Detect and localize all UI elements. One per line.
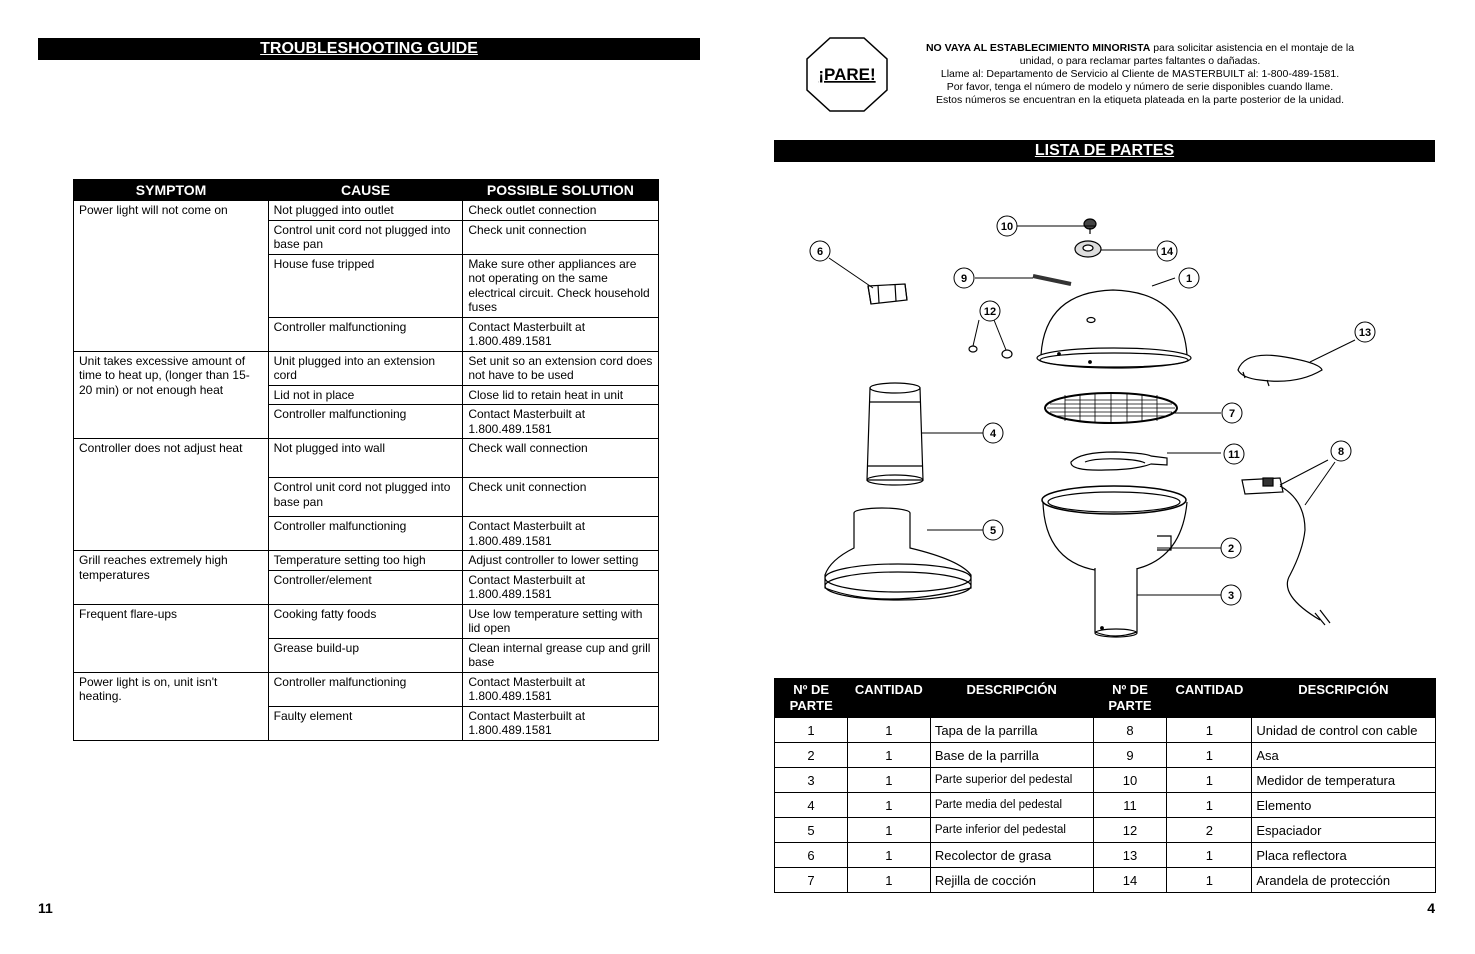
solution-cell: Contact Masterbuilt at 1.800.489.1581 [463, 517, 659, 551]
solution-cell: Close lid to retain heat in unit [463, 385, 659, 405]
reflector-plate-icon [1238, 355, 1322, 386]
callout-13 [1355, 322, 1375, 342]
table-row [775, 793, 1436, 818]
header-symptom: SYMPTOM [74, 180, 269, 201]
cause-cell: Not plugged into outlet [268, 201, 463, 221]
page-number-right: 4 [1427, 900, 1435, 916]
table-row [74, 551, 659, 571]
part-number-cell: 2 [775, 743, 848, 768]
symptom-cell: Unit takes excessive amount of time to heat up, (longer than 15-20 min) or not enough heat [74, 351, 269, 439]
parts-header-row [775, 679, 1436, 718]
solution-cell: Adjust controller to lower setting [463, 551, 659, 571]
page-number-left: 11 [38, 900, 53, 916]
cause-cell: Control unit cord not plugged into base pan [268, 478, 463, 517]
stop-notice-line4: Estos números se encuentran en la etiqueta plateada en la parte posterior de la unidad. [935, 94, 1345, 106]
part-number-cell: 8 [1093, 718, 1167, 743]
table-row [775, 843, 1436, 868]
part-number-cell: 4 [775, 793, 848, 818]
cause-cell: Controller malfunctioning [268, 672, 463, 706]
svg-text:10: 10 [1000, 221, 1014, 233]
quantity-cell: 1 [847, 768, 930, 793]
cause-cell: Controller malfunctioning [268, 317, 463, 351]
part-number-cell: 3 [775, 768, 848, 793]
parts-table [774, 678, 1436, 893]
cause-cell: Controller/element [268, 570, 463, 604]
cause-cell: Unit plugged into an extension cord [268, 351, 463, 385]
table-row [74, 201, 659, 221]
symptom-cell: Grill reaches extremely high temperatures [74, 551, 269, 605]
grease-cup-icon [868, 284, 907, 304]
cause-cell: Temperature setting too high [268, 551, 463, 571]
description-cell: Arandela de protección [1252, 868, 1436, 893]
description-cell: Rejilla de cocción [930, 868, 1093, 893]
heating-element-icon [1071, 452, 1167, 470]
washer-icon [1075, 241, 1101, 257]
stop-sign-label: ¡PARE! [818, 65, 876, 84]
table-row [775, 768, 1436, 793]
svg-text:1: 1 [1185, 273, 1193, 285]
pedestal-bottom-icon [825, 508, 971, 600]
quantity-cell: 1 [1167, 768, 1252, 793]
svg-text:4: 4 [989, 428, 997, 440]
table-row [775, 818, 1436, 843]
callout-2 [1221, 538, 1241, 558]
table-row [74, 604, 659, 638]
part-number-cell: 11 [1093, 793, 1167, 818]
troubleshooting-title: TROUBLESHOOTING GUIDE [38, 38, 700, 60]
grill-lid-icon [1037, 290, 1191, 368]
description-cell: Parte inferior del pedestal [930, 818, 1093, 843]
solution-cell: Contact Masterbuilt at 1.800.489.1581 [463, 672, 659, 706]
part-number-cell: 13 [1093, 843, 1167, 868]
svg-text:9: 9 [960, 273, 968, 285]
part-number-cell: 5 [775, 818, 848, 843]
header-solution: POSSIBLE SOLUTION [463, 180, 659, 201]
cause-cell: Control unit cord not plugged into base pan [268, 220, 463, 254]
header-part-number: Nº DE PARTE [775, 679, 848, 718]
description-cell: Elemento [1252, 793, 1436, 818]
description-cell: Base de la parrilla [930, 743, 1093, 768]
svg-text:8: 8 [1337, 446, 1345, 458]
svg-text:3: 3 [1227, 590, 1235, 602]
svg-text:14: 14 [1160, 246, 1174, 258]
cause-cell: Not plugged into wall [268, 439, 463, 478]
stop-sign-icon [806, 37, 888, 112]
header-quantity: CANTIDAD [847, 679, 930, 718]
quantity-cell: 1 [1167, 718, 1252, 743]
callout-8 [1331, 441, 1351, 461]
solution-cell: Clean internal grease cup and grill base [463, 638, 659, 672]
table-row [775, 743, 1436, 768]
stop-notice [908, 42, 1372, 107]
callout-10 [997, 216, 1017, 236]
table-row [775, 868, 1436, 893]
callout-9 [954, 268, 974, 288]
solution-cell: Check unit connection [463, 478, 659, 517]
part-number-cell: 10 [1093, 768, 1167, 793]
quantity-cell: 1 [847, 743, 930, 768]
table-row [74, 351, 659, 385]
solution-cell: Use low temperature setting with lid open [463, 604, 659, 638]
header-description-2: DESCRIPCIÓN [1252, 679, 1436, 718]
quantity-cell: 1 [1167, 868, 1252, 893]
quantity-cell: 1 [847, 868, 930, 893]
quantity-cell: 1 [847, 843, 930, 868]
quantity-cell: 2 [1167, 818, 1252, 843]
callout-14 [1157, 241, 1177, 261]
solution-cell: Check unit connection [463, 220, 659, 254]
description-cell: Asa [1252, 743, 1436, 768]
pedestal-middle-icon [867, 383, 923, 485]
svg-text:13: 13 [1358, 327, 1372, 339]
description-cell: Espaciador [1252, 818, 1436, 843]
header-quantity-2: CANTIDAD [1167, 679, 1252, 718]
quantity-cell: 1 [1167, 843, 1252, 868]
svg-text:5: 5 [989, 525, 997, 537]
description-cell: Parte superior del pedestal [930, 768, 1093, 793]
svg-text:7: 7 [1228, 408, 1236, 420]
callout-5 [983, 520, 1003, 540]
parts-diagram [775, 200, 1435, 650]
cause-cell: Controller malfunctioning [268, 405, 463, 439]
solution-cell: Make sure other appliances are not operating on the same electrical circuit. Check household fuses [463, 254, 659, 317]
solution-cell: Contact Masterbuilt at 1.800.489.1581 [463, 405, 659, 439]
troubleshooting-table [73, 179, 659, 741]
description-cell: Unidad de control con cable [1252, 718, 1436, 743]
stop-notice-line3: Por favor, tenga el número de modelo y número de serie disponibles cuando llame. [946, 81, 1334, 93]
description-cell: Recolector de grasa [930, 843, 1093, 868]
description-cell: Parte media del pedestal [930, 793, 1093, 818]
part-number-cell: 14 [1093, 868, 1167, 893]
solution-cell: Contact Masterbuilt at 1.800.489.1581 [463, 317, 659, 351]
symptom-cell: Power light will not come on [74, 201, 269, 352]
cause-cell: Lid not in place [268, 385, 463, 405]
cause-cell: House fuse tripped [268, 254, 463, 317]
part-number-cell: 6 [775, 843, 848, 868]
cause-cell: Faulty element [268, 706, 463, 740]
callout-6 [810, 241, 830, 261]
table-row [74, 672, 659, 706]
svg-text:2: 2 [1227, 543, 1235, 555]
description-cell: Tapa de la parrilla [930, 718, 1093, 743]
solution-cell: Contact Masterbuilt at 1.800.489.1581 [463, 570, 659, 604]
part-number-cell: 1 [775, 718, 848, 743]
quantity-cell: 1 [847, 793, 930, 818]
callout-7 [1222, 403, 1242, 423]
callout-1 [1179, 268, 1199, 288]
description-cell: Medidor de temperatura [1252, 768, 1436, 793]
callout-12 [980, 301, 1000, 321]
solution-cell: Contact Masterbuilt at 1.800.489.1581 [463, 706, 659, 740]
callout-3 [1221, 585, 1241, 605]
symptom-cell: Controller does not adjust heat [74, 439, 269, 551]
callout-11 [1224, 444, 1244, 464]
grill-base-icon [1042, 486, 1187, 572]
solution-cell: Check outlet connection [463, 201, 659, 221]
svg-text:6: 6 [816, 246, 824, 258]
header-part-number-2: Nº DE PARTE [1093, 679, 1167, 718]
control-unit-icon [1242, 478, 1330, 625]
handle-icon [1033, 276, 1071, 284]
symptom-cell: Power light is on, unit isn't heating. [74, 672, 269, 740]
table-header-row [74, 180, 659, 201]
part-number-cell: 7 [775, 868, 848, 893]
svg-text:11: 11 [1228, 449, 1240, 461]
cause-cell: Controller malfunctioning [268, 517, 463, 551]
quantity-cell: 1 [1167, 743, 1252, 768]
header-description: DESCRIPCIÓN [930, 679, 1093, 718]
pedestal-top-icon [1095, 568, 1137, 637]
solution-cell: Set unit so an extension cord does not have to be used [463, 351, 659, 385]
stop-notice-line2: Llame al: Departamento de Servicio al Cliente de MASTERBUILT al: 1-800-489-1581. [940, 68, 1340, 80]
cause-cell: Grease build-up [268, 638, 463, 672]
table-row [775, 718, 1436, 743]
cause-cell: Cooking fatty foods [268, 604, 463, 638]
part-number-cell: 12 [1093, 818, 1167, 843]
part-number-cell: 9 [1093, 743, 1167, 768]
header-cause: CAUSE [268, 180, 463, 201]
description-cell: Placa reflectora [1252, 843, 1436, 868]
parts-list-title: LISTA DE PARTES [774, 140, 1435, 162]
cooking-grate-icon [1045, 393, 1177, 423]
quantity-cell: 1 [847, 818, 930, 843]
callout-4 [983, 423, 1003, 443]
table-row [74, 439, 659, 478]
quantity-cell: 1 [847, 718, 930, 743]
solution-cell: Check wall connection [463, 439, 659, 478]
quantity-cell: 1 [1167, 793, 1252, 818]
svg-text:12: 12 [983, 306, 997, 318]
stop-notice-line1: NO VAYA AL ESTABLECIMIENTO MINORISTA para solicitar asistencia en el montaje de la unidad, o para reclamar partes faltantes o dañadas. [925, 42, 1355, 67]
symptom-cell: Frequent flare-ups [74, 604, 269, 672]
